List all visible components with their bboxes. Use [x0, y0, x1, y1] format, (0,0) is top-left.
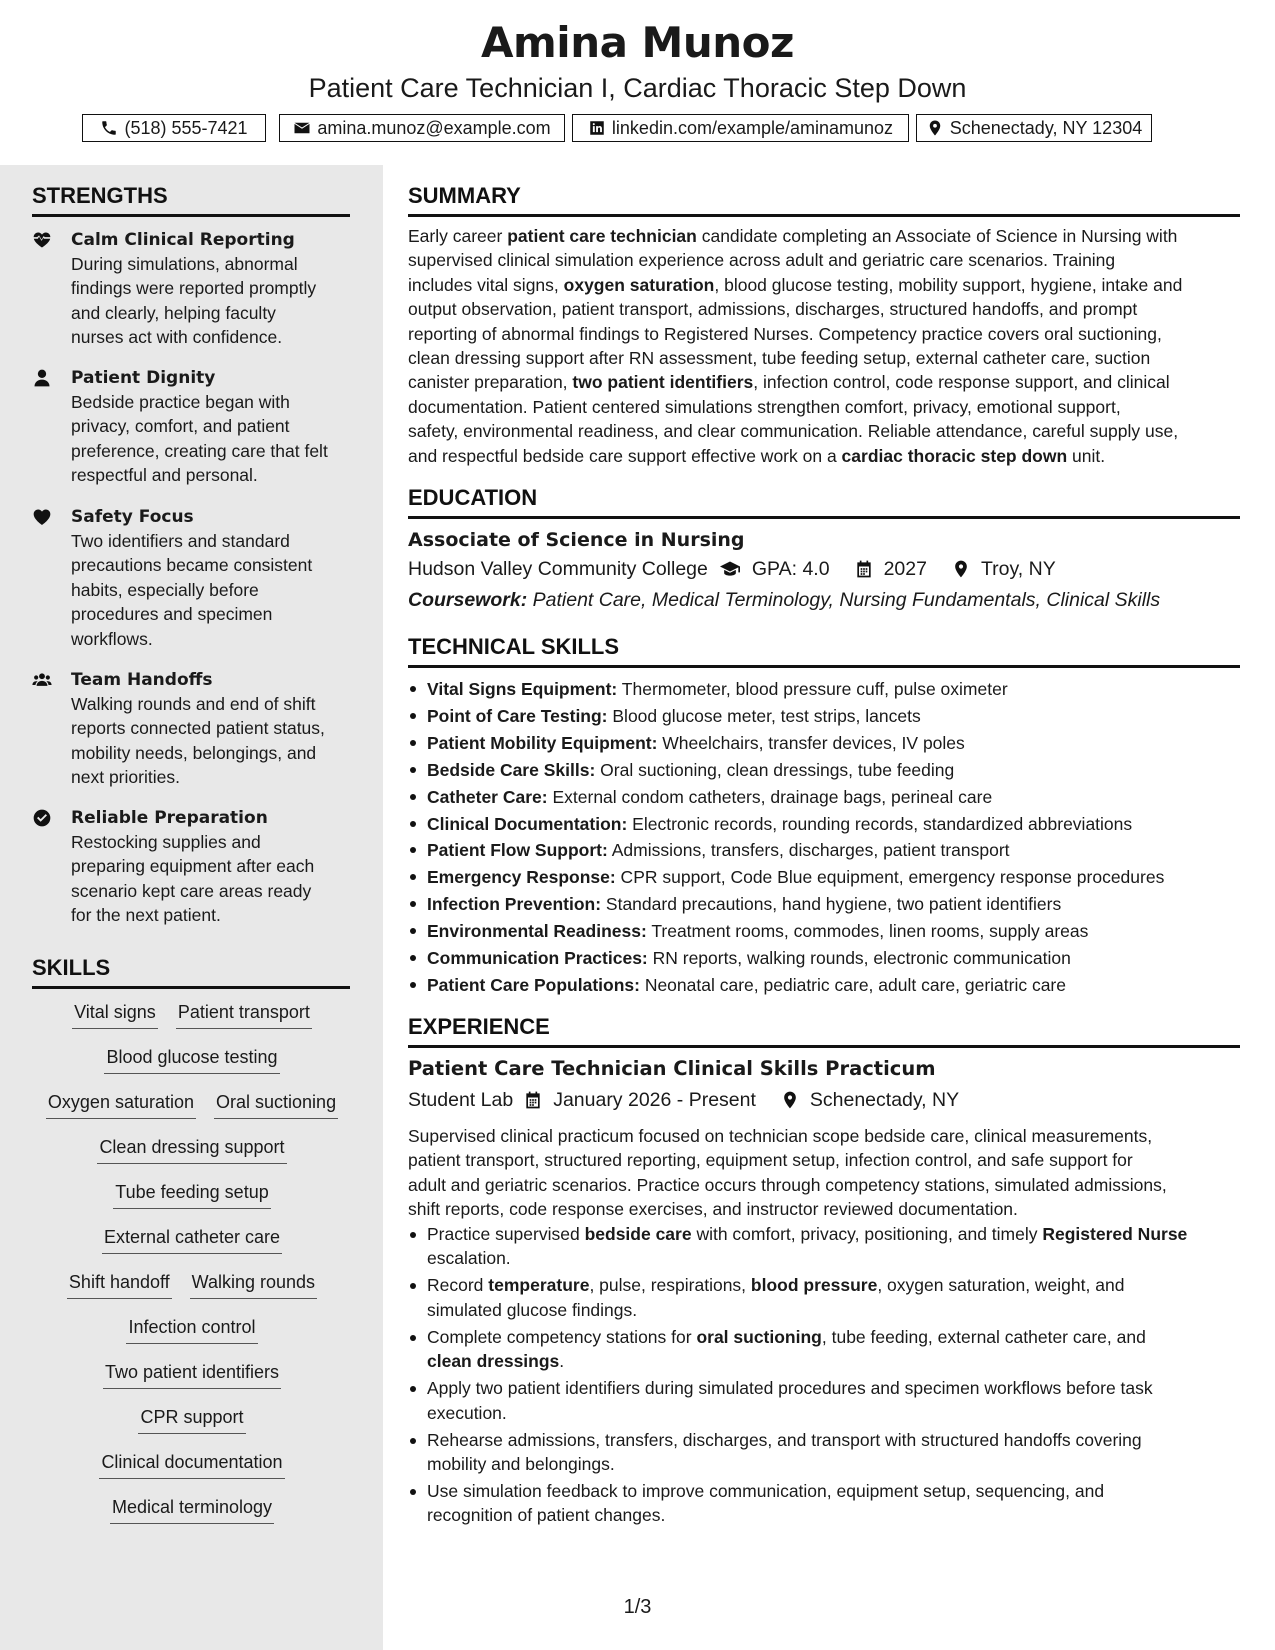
strengths-rule — [32, 214, 350, 217]
list-item: Practice supervised bedside care with comfort, privacy, positioning, and timely Registered Nurse escalation. — [408, 1222, 1240, 1271]
page-number: 1/3 — [623, 1596, 652, 1618]
strength-description: Restocking supplies and preparing equipment after each scenario kept care areas ready for the next patient. — [71, 832, 315, 926]
skill-tag: Tube feeding setup — [113, 1180, 270, 1209]
education-details — [408, 556, 1056, 582]
strength-description: Two identifiers and standard precautions became consistent habits, especially before procedures and specimen workflows. — [71, 531, 313, 649]
linkedin-icon — [588, 119, 606, 137]
strength-title: Reliable Preparation — [71, 808, 268, 828]
job-description: Supervised clinical practicum focused on technician scope bedside care, clinical measurements, patient transport, structured reporting, equipment setup, infection control, and safe support for adult and geriatric scenarios. Practice occurs through competency stations, simulated admissions, shift reports, code response exercises, and instructor reviewed documentation. — [408, 1126, 1167, 1220]
experience-bullets — [408, 1222, 1240, 1530]
skill-tag: Patient transport — [176, 1000, 312, 1029]
job-dates: January 2026 - Present — [553, 1089, 756, 1111]
strength-title: Safety Focus — [71, 507, 194, 527]
contact-location — [916, 114, 1152, 142]
degree-title: Associate of Science in Nursing — [408, 529, 745, 551]
job-title: Patient Care Technician Clinical Skills Practicum — [408, 1057, 936, 1080]
contact-email[interactable] — [279, 114, 565, 142]
education-heading: EDUCATION — [408, 485, 538, 510]
list-item: Rehearse admissions, transfers, discharges, and transport with structured handoffs covering mobility and belongings. — [408, 1428, 1240, 1477]
list-item: Point of Care Testing: Blood glucose meter, test strips, lancets — [408, 703, 1240, 730]
strengths-heading: STRENGTHS — [32, 183, 168, 208]
skill-tag: Clinical documentation — [99, 1450, 284, 1479]
contact-text: (518) 555-7421 — [124, 117, 248, 138]
technical-skills-rule — [408, 665, 1240, 668]
technical-skills-list — [408, 676, 1240, 999]
list-item: Apply two patient identifiers during simulated procedures and specimen workflows before task execution. — [408, 1376, 1240, 1425]
strength-item — [32, 806, 352, 928]
list-item: Infection Prevention: Standard precautions, hand hygiene, two patient identifiers — [408, 891, 1240, 918]
skill-tag: Oxygen saturation — [46, 1090, 196, 1119]
technical-skills-heading: TECHNICAL SKILLS — [408, 634, 620, 659]
heart-icon — [32, 507, 52, 527]
strength-item — [32, 505, 352, 651]
summary-rule — [408, 214, 1240, 217]
strength-item — [32, 668, 352, 790]
school-location: Troy, NY — [980, 558, 1056, 580]
skill-tag: Blood glucose testing — [104, 1045, 279, 1074]
list-item: Environmental Readiness: Treatment rooms, commodes, linen rooms, supply areas — [408, 918, 1240, 945]
list-item: Patient Care Populations: Neonatal care, pediatric care, adult care, geriatric care — [408, 972, 1240, 999]
heart-pulse-icon — [32, 230, 52, 250]
summary-text: Early career patient care technician candidate completing an Associate of Science in Nursing with supervised clinical simulation experience across adult and geriatric care scenarios. Training includes vital signs, oxygen saturation, blood glucose testing, mobility support, hygiene, intake and output observation, patient transport, admissions, discharges, structured handoffs, and prompt reporting of abnormal findings to Registered Nurses. Competency practice covers oral suctioning, clean dressing support after RN assessment, tube feeding setup, external catheter care, suction canister preparation, two patient identifiers, infection control, code response support, and clinical documentation. Patient centered simulations strengthen comfort, privacy, emotional support, safety, environmental readiness, and clear communication. Reliable attendance, careful supply use, and respectful bedside care support effective work on a cardiac thoracic step down unit. — [408, 226, 1183, 466]
experience-heading: EXPERIENCE — [408, 1014, 550, 1039]
graduation-cap-icon — [718, 559, 742, 579]
school-name: Hudson Valley Community College — [408, 558, 708, 580]
skill-tag: Oral suctioning — [214, 1090, 338, 1119]
contact-text: amina.munoz@example.com — [317, 117, 551, 138]
list-item: Use simulation feedback to improve communication, equipment setup, sequencing, and recognition of patient changes. — [408, 1479, 1240, 1528]
user-icon — [32, 368, 52, 388]
envelope-icon — [293, 119, 311, 137]
coursework: Coursework: Patient Care, Medical Terminology, Nursing Fundamentals, Clinical Skills — [408, 589, 1161, 611]
strength-description: Bedside practice began with privacy, comfort, and patient preference, creating care that felt respectful and personal. — [71, 392, 328, 486]
contact-text: linkedin.com/example/aminamunoz — [611, 117, 894, 138]
strength-title: Calm Clinical Reporting — [71, 230, 295, 250]
job-location: Schenectady, NY — [809, 1089, 960, 1111]
list-item: Complete competency stations for oral suctioning, tube feeding, external catheter care, and clean dressings. — [408, 1325, 1240, 1374]
list-item: Communication Practices: RN reports, walking rounds, electronic communication — [408, 945, 1240, 972]
skill-tag: Shift handoff — [67, 1270, 172, 1299]
skill-tag: Medical terminology — [110, 1495, 274, 1524]
location-pin-icon — [780, 1090, 800, 1110]
strength-item — [32, 228, 352, 350]
users-icon — [32, 670, 52, 690]
education-rule — [408, 516, 1240, 519]
skill-tag: Two patient identifiers — [103, 1360, 281, 1389]
list-item: Catheter Care: External condom catheters, drainage bags, perineal care — [408, 784, 1240, 811]
skill-tag: Walking rounds — [190, 1270, 317, 1299]
graduation-year: 2027 — [883, 558, 927, 580]
skill-tag: External catheter care — [102, 1225, 282, 1254]
list-item: Emergency Response: CPR support, Code Blue equipment, emergency response procedures — [408, 864, 1240, 891]
strength-description: During simulations, abnormal findings were reported promptly and clearly, helping faculty nurses act with confidence. — [71, 254, 317, 348]
list-item: Vital Signs Equipment: Thermometer, blood pressure cuff, pulse oximeter — [408, 676, 1240, 703]
location-pin-icon — [951, 559, 971, 579]
strength-item — [32, 366, 352, 488]
location-pin-icon — [926, 119, 944, 137]
skill-tag: CPR support — [138, 1405, 245, 1434]
candidate-role: Patient Care Technician I, Cardiac Thoracic Step Down — [308, 73, 967, 103]
list-item: Patient Flow Support: Admissions, transfers, discharges, patient transport — [408, 837, 1240, 864]
calendar-icon — [523, 1090, 543, 1110]
contact-linkedin[interactable] — [572, 114, 909, 142]
organization: Student Lab — [408, 1089, 514, 1111]
skill-tag: Vital signs — [72, 1000, 158, 1029]
summary-heading: SUMMARY — [408, 183, 521, 208]
job-details — [408, 1087, 959, 1113]
list-item: Patient Mobility Equipment: Wheelchairs, transfer devices, IV poles — [408, 730, 1240, 757]
calendar-icon — [854, 559, 874, 579]
skills-heading: SKILLS — [32, 955, 111, 980]
strength-title: Team Handoffs — [71, 670, 213, 690]
check-circle-icon — [32, 808, 52, 828]
list-item: Record temperature, pulse, respirations, blood pressure, oxygen saturation, weight, and simulated glucose findings. — [408, 1273, 1240, 1322]
strength-description: Walking rounds and end of shift reports connected patient status, mobility needs, belongings, and next priorities. — [71, 694, 325, 788]
skill-tag: Infection control — [126, 1315, 257, 1344]
strength-title: Patient Dignity — [71, 368, 216, 388]
list-item: Bedside Care Skills: Oral suctioning, clean dressings, tube feeding — [408, 757, 1240, 784]
skill-tag: Clean dressing support — [97, 1135, 286, 1164]
list-item: Clinical Documentation: Electronic records, rounding records, standardized abbreviations — [408, 811, 1240, 838]
skills-rule — [32, 986, 350, 989]
gpa: GPA: 4.0 — [751, 558, 830, 580]
experience-rule — [408, 1045, 1240, 1048]
candidate-name: Amina Munoz — [481, 18, 794, 67]
phone-icon — [100, 119, 118, 137]
contact-text: Schenectady, NY 12304 — [949, 117, 1143, 138]
contact-phone[interactable] — [82, 114, 266, 142]
skills-tag-list — [32, 1000, 352, 1540]
